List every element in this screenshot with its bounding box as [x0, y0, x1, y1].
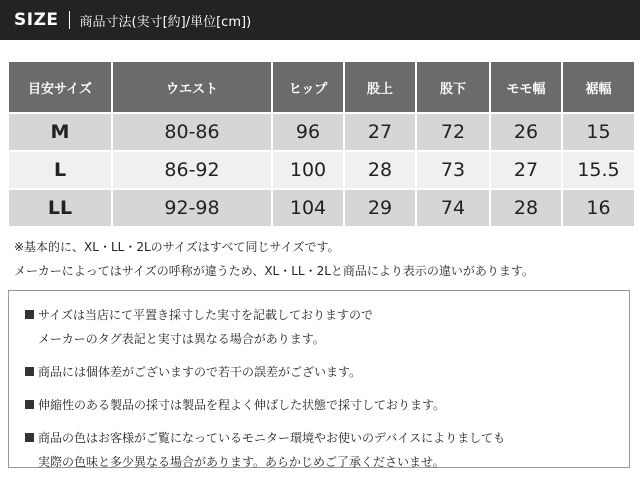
info-box: [8, 290, 630, 468]
note-line: メーカーによってはサイズの呼称が違うため、XL・LL・2Lと商品により表示の違いがあります。: [14, 264, 534, 278]
square-bullet-icon: [25, 367, 34, 376]
column-header-hip: ヒップ: [272, 61, 344, 113]
info-text: 伸縮性のある製品の採寸は製品を程よく伸ばした状態で採寸しております。: [38, 398, 446, 412]
table-cell: 96: [272, 113, 344, 151]
info-text: 実際の色味と多少異なる場合があります。あらかじめご了承くださいませ。: [38, 455, 445, 469]
table-cell: 100: [272, 151, 344, 189]
page-subtitle: 商品寸法(実寸[約]/単位[cm]): [79, 14, 252, 30]
column-header-rise: 股上: [344, 61, 416, 113]
info-text: サイズは当店にて平置き採寸した実寸を記載しておりますので: [38, 308, 374, 322]
table-cell: 29: [344, 189, 416, 227]
table-cell-size: M: [8, 113, 112, 151]
square-bullet-icon: [25, 310, 34, 319]
table-cell-size: L: [8, 151, 112, 189]
info-text: 商品の色はお客様がご覧になっているモニター環境やお使いのデバイスによりましても: [38, 431, 506, 445]
table-cell-size: LL: [8, 189, 112, 227]
table-cell: 26: [490, 113, 562, 151]
table-cell: 72: [416, 113, 490, 151]
table-cell: 27: [490, 151, 562, 189]
table-cell: 92-98: [112, 189, 272, 227]
table-cell: 104: [272, 189, 344, 227]
size-notes: [14, 235, 634, 283]
info-item: [25, 360, 629, 384]
column-header-hem: 裾幅: [562, 61, 635, 113]
info-item: [25, 393, 629, 417]
info-text: 商品には個体差がございますので若干の誤差がございます。: [38, 365, 362, 379]
info-item: [25, 303, 629, 351]
table-cell: 28: [344, 151, 416, 189]
column-header-thigh: モモ幅: [490, 61, 562, 113]
column-header-waist: ウエスト: [112, 61, 272, 113]
table-cell: 73: [416, 151, 490, 189]
info-text: メーカーのタグ表記と実寸は異なる場合があります。: [38, 332, 325, 346]
table-row: [8, 113, 635, 151]
table-cell: 15.5: [562, 151, 635, 189]
table-cell: 27: [344, 113, 416, 151]
table-row: [8, 189, 635, 227]
square-bullet-icon: [25, 433, 34, 442]
table-cell: 80-86: [112, 113, 272, 151]
column-header-size: 目安サイズ: [8, 61, 112, 113]
square-bullet-icon: [25, 400, 34, 409]
header-bar: [0, 0, 640, 40]
header-divider: [69, 11, 70, 29]
size-table: [7, 60, 636, 228]
table-header-row: [8, 61, 635, 113]
column-header-inseam: 股下: [416, 61, 490, 113]
table-row: [8, 151, 635, 189]
table-cell: 74: [416, 189, 490, 227]
info-item: [25, 426, 629, 474]
table-cell: 28: [490, 189, 562, 227]
page-title: SIZE: [14, 10, 59, 30]
note-line: ※基本的に、XL・LL・2Lのサイズはすべて同じサイズです。: [14, 240, 340, 254]
table-cell: 86-92: [112, 151, 272, 189]
table-cell: 16: [562, 189, 635, 227]
table-cell: 15: [562, 113, 635, 151]
